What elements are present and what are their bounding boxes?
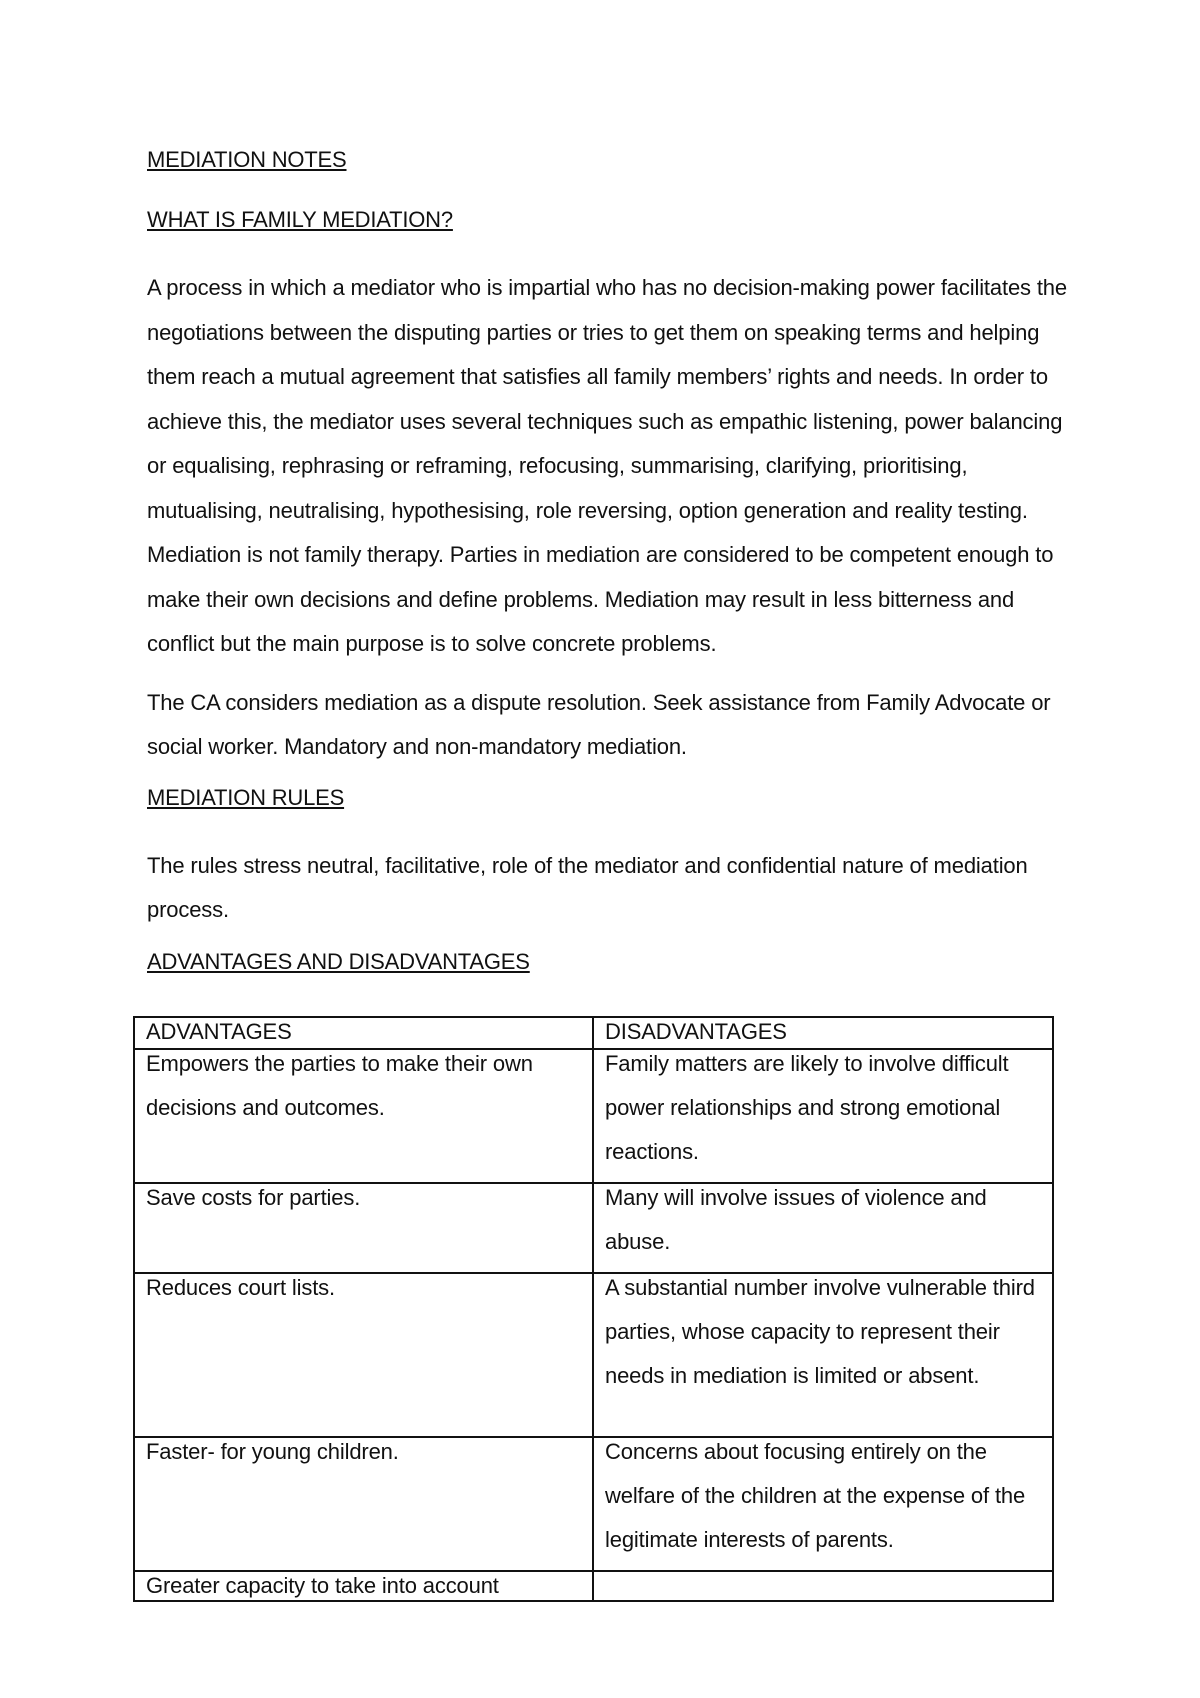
table-cell-advantage: Save costs for parties. [134, 1183, 593, 1273]
document-title: MEDIATION NOTES [147, 147, 347, 172]
section-heading-mediation-rules: MEDIATION RULES [147, 784, 345, 810]
table-row [134, 1273, 1053, 1437]
table-cell-disadvantage: Concerns about focusing entirely on the welfare of the children at the expense of the legitimate interests of parents. [593, 1437, 1053, 1571]
table-cell-advantage: Empowers the parties to make their own decisions and outcomes. [134, 1049, 593, 1183]
section-heading-what-is-family-mediation: WHAT IS FAMILY MEDIATION? [147, 207, 453, 232]
table-cell-disadvantage [593, 1571, 1053, 1601]
paragraph-ca-dispute-resolution: The CA considers mediation as a dispute resolution. Seek assistance from Family Advocate or social worker. Mandatory and non-mandatory mediation. [147, 689, 1051, 759]
advantages-disadvantages-table [133, 1016, 1054, 1602]
table-row [134, 1571, 1053, 1601]
table-row [134, 1437, 1053, 1571]
paragraph-mediation-rules: The rules stress neutral, facilitative, role of the mediator and confidential nature of mediation process. [147, 852, 1028, 922]
table-cell-advantage: Reduces court lists. [134, 1273, 593, 1437]
table-cell-disadvantage: A substantial number involve vulnerable third parties, whose capacity to represent their needs in mediation is limited or absent. [593, 1273, 1053, 1437]
paragraph-definition: A process in which a mediator who is impartial who has no decision-making power facilitates the negotiations between the disputing parties or tries to get them on speaking terms and helping them reach a mutual agreement that satisfies all family members’ rights and needs. In order to achieve this, the mediator uses several techniques such as empathic listening, power balancing or equalising, rephrasing or reframing, refocusing, summarising, clarifying, prioritising, mutualising, neutralising, hypothesising, role reversing, option generation and reality testing. Mediation is not family therapy. Parties in mediation are considered to be competent enough to make their own decisions and define problems. Mediation may result in less bitterness and conflict but the main purpose is to solve concrete problems. [147, 275, 1067, 656]
table-cell-advantage: Faster- for young children. [134, 1437, 593, 1571]
section-heading-advantages-disadvantages: ADVANTAGES AND DISADVANTAGES [147, 948, 530, 974]
document-body [147, 146, 1067, 1008]
table-row [134, 1049, 1053, 1183]
table-header-cell: ADVANTAGES [134, 1017, 593, 1049]
table-row [134, 1183, 1053, 1273]
table-cell-disadvantage: Many will involve issues of violence and abuse. [593, 1183, 1053, 1273]
table-header-cell: DISADVANTAGES [593, 1017, 1053, 1049]
table-cell-disadvantage: Family matters are likely to involve difficult power relationships and strong emotional reactions. [593, 1049, 1053, 1183]
table-cell-advantage: Greater capacity to take into account [134, 1571, 593, 1601]
